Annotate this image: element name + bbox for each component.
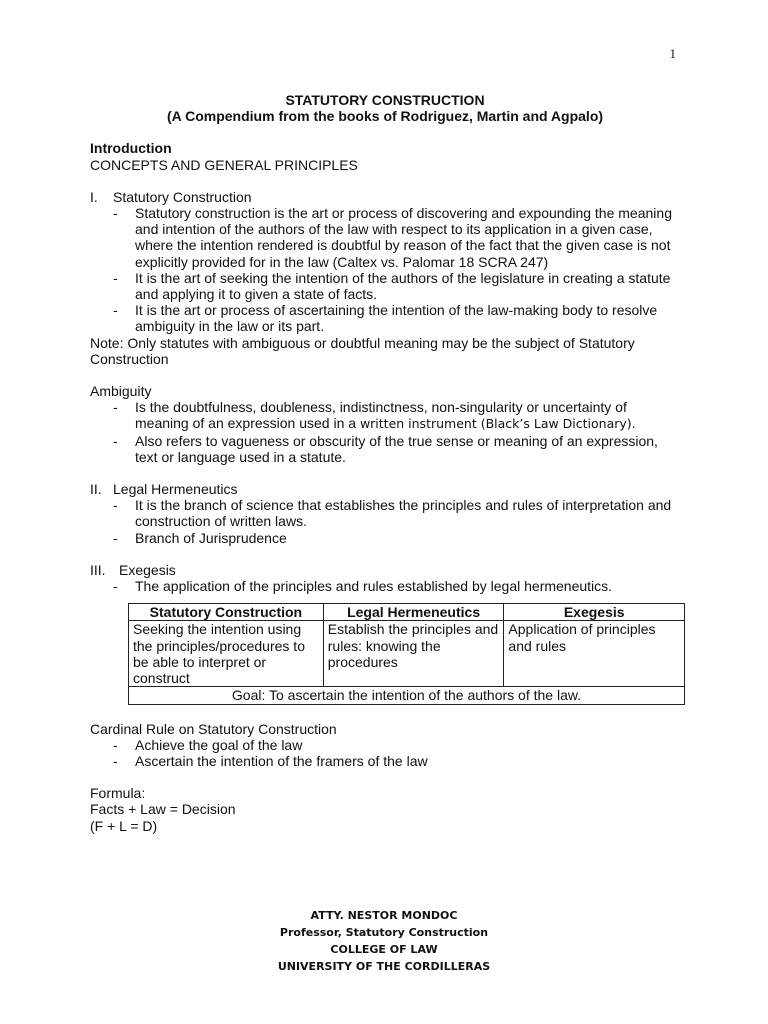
page-number: 1 [669, 46, 676, 61]
list-item: - It is the art of seeking the intention of the authors of the legislature in creating a statute and applying it to given a state of facts. [113, 270, 680, 302]
comparison-table [128, 603, 685, 704]
note: Note: Only statutes with ambiguous or doubtful meaning may be the subject of Statutory Construction [90, 334, 635, 367]
college-name: COLLEGE OF LAW [330, 943, 438, 956]
list-item: - Ascertain the intention of the framers of the law [113, 753, 680, 769]
section-statutory-construction-heading [90, 189, 680, 205]
list-item: - Also refers to vagueness or obscurity of the true sense or meaning of an expression, text or language used in a statute. [113, 433, 680, 465]
list-item: - Achieve the goal of the law [113, 737, 680, 753]
table-header: Statutory Construction [129, 604, 324, 621]
document-body [90, 92, 680, 834]
section-exegesis-heading [90, 562, 680, 578]
list-item: - Branch of Jurisprudence [113, 530, 680, 546]
footer [0, 907, 768, 975]
section-title: Legal Hermeneutics [113, 481, 238, 498]
list-item: - The application of the principles and rules established by legal hermeneutics. [113, 578, 680, 594]
document-title: STATUTORY CONSTRUCTION [285, 92, 485, 108]
exegesis-list [90, 578, 680, 594]
formula-label: Formula: [90, 785, 146, 802]
statutory-construction-list [90, 205, 680, 335]
formula-line: Facts + Law = Decision [90, 801, 236, 818]
ambiguity-list [90, 399, 680, 465]
list-item: - It is the branch of science that establishes the principles and rules of interpretation and construction of written laws. [113, 497, 680, 529]
university-name: UNIVERSITY OF THE CORDILLERAS [277, 960, 491, 973]
intro-subheading: CONCEPTS AND GENERAL PRINCIPLES [90, 156, 358, 173]
section-title: Exegesis [119, 561, 176, 578]
table-cell: Seeking the intention using the principles/procedures to be able to interpret or construct [129, 621, 324, 687]
ambiguity-text: Is the doubtfulness, doubleness, indistinctness, non-singularity or uncertainty of meaning of an expression used in a [135, 399, 627, 432]
section-number: III. [90, 561, 106, 578]
list-item [113, 399, 680, 432]
author-position: Professor, Statutory Construction [279, 926, 489, 939]
table-goal-row [129, 687, 685, 704]
cardinal-rule-list [90, 737, 680, 769]
table-cell: Application of principles and rules [504, 621, 685, 687]
section-number: I. [90, 188, 98, 205]
legal-hermeneutics-list [90, 497, 680, 546]
cardinal-rule-heading: Cardinal Rule on Statutory Construction [90, 720, 337, 737]
section-number: II. [90, 481, 102, 498]
ambiguity-heading: Ambiguity [90, 383, 152, 400]
table-goal-cell: Goal: To ascertain the intention of the authors of the law. [129, 687, 685, 704]
author-name: ATTY. NESTOR MONDOC [310, 909, 458, 922]
formula-abbreviation: (F + L = D) [90, 817, 158, 834]
table-header: Legal Hermeneutics [323, 604, 504, 621]
section-legal-hermeneutics-heading [90, 481, 680, 497]
table-header: Exegesis [504, 604, 685, 621]
list-item: - It is the art or process of ascertaining the intention of the law-making body to resolve ambiguity in the law or its part. [113, 302, 680, 334]
table-row [129, 621, 685, 687]
document-subtitle: (A Compendium from the books of Rodriguez, Martin and Agpalo) [166, 108, 604, 125]
table-cell: Establish the principles and rules: knowing the procedures [323, 621, 504, 687]
section-title: Statutory Construction [113, 188, 252, 205]
table-header-row [129, 604, 685, 621]
list-item: - Statutory construction is the art or process of discovering and expounding the meaning and intention of the authors of the law with respect to its application in a given case, where the intention rendered is doubtful by reason of the fact that the given case is not explicitly provided for in the law (Caltex vs. Palomar 18 SCRA 247) [113, 205, 680, 270]
intro-heading: Introduction [90, 140, 172, 157]
ambiguity-citation: written instrument (Black’s Law Dictionary). [359, 416, 636, 432]
